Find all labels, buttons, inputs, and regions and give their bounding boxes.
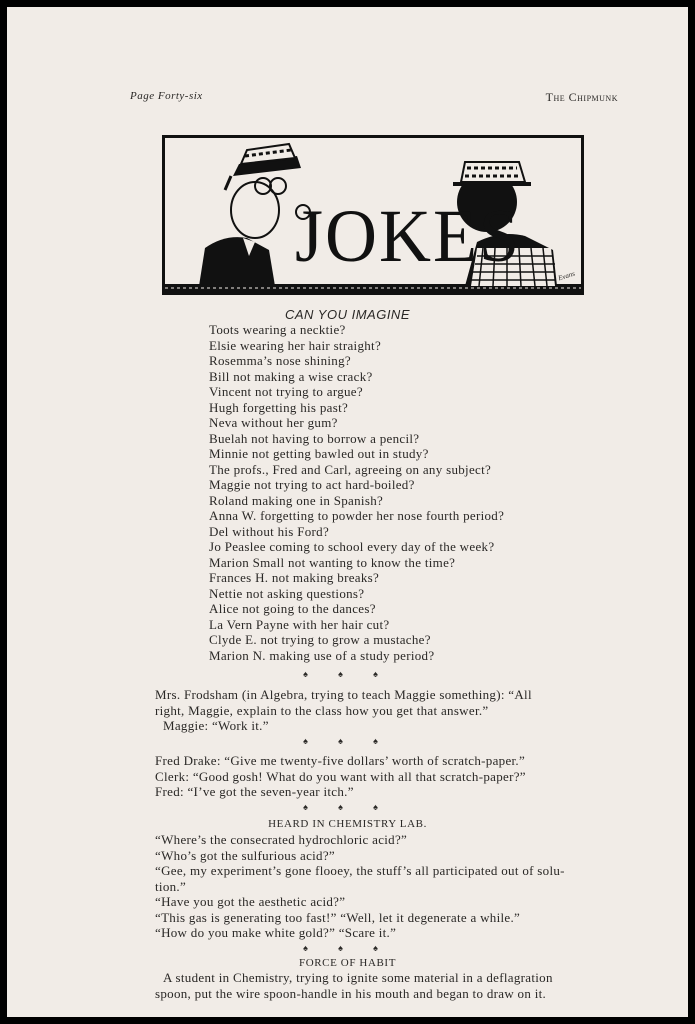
banner-title: JOKES	[295, 194, 522, 278]
joke-line: right, Maggie, explain to the class how you get that answer.”	[155, 702, 489, 718]
joke-line: “Have you got the aesthetic acid?”	[155, 894, 346, 909]
list-item: Anna W. forgetting to powder her nose fourth period?	[209, 508, 505, 523]
ornament-divider: ♠ ♠ ♠	[303, 669, 392, 679]
joke-line: Fred: “I’ve got the seven-year itch.”	[155, 784, 354, 799]
joke-line: “Gee, my experiment’s gone flooey, the stuff’s all participated out of solu-	[155, 863, 565, 878]
can-you-imagine-list	[209, 322, 504, 663]
list-item: Jo Peaslee coming to school every day of the week?	[209, 539, 495, 554]
paragraph-line: A student in Chemistry, trying to ignite some material in a deflagration	[163, 970, 553, 985]
jokes-banner-illustration	[162, 135, 584, 295]
list-item: Alice not going to the dances?	[209, 601, 376, 616]
joke-line: “How do you make white gold?” “Scare it.”	[155, 925, 397, 940]
list-item: Clyde E. not trying to grow a mustache?	[209, 632, 431, 647]
list-item: Rosemma’s nose shining?	[209, 353, 351, 368]
list-item: The profs., Fred and Carl, agreeing on any subject?	[209, 461, 492, 477]
publication-title: The Chipmunk	[545, 90, 618, 104]
list-item: Neva without her gum?	[209, 415, 338, 430]
list-item: La Vern Payne with her hair cut?	[209, 616, 390, 632]
list-item: Hugh forgetting his past?	[209, 399, 349, 415]
section-title-force-of-habit: FORCE OF HABIT	[298, 957, 397, 969]
force-of-habit-text	[155, 970, 610, 1001]
chemistry-lab-jokes	[155, 832, 610, 941]
joke-line: Maggie: “Work it.”	[163, 718, 269, 733]
list-item: Nettie not asking questions?	[209, 585, 365, 601]
list-item: Frances H. not making breaks?	[209, 570, 380, 585]
joke-line: Fred Drake: “Give me twenty-five dollars’ worth of scratch-paper.”	[155, 753, 526, 768]
frodsham-joke	[155, 687, 610, 734]
page-number: Page Forty-six	[130, 90, 203, 102]
joke-line: “This gas is generating too fast!” “Well, let it degenerate a while.”	[155, 909, 521, 925]
drake-joke	[155, 753, 610, 800]
list-item: Elsie wearing her hair straight?	[209, 337, 382, 353]
list-item: Marion N. making use of a study period?	[209, 647, 435, 663]
joke-line: “Who’s got the sulfurious acid?”	[155, 847, 335, 863]
section-title-chemistry-lab: HEARD IN CHEMISTRY LAB.	[268, 818, 427, 830]
ornament-divider: ♠ ♠ ♠	[303, 736, 392, 746]
section-title-can-you-imagine: CAN YOU IMAGINE	[284, 307, 410, 322]
artist-signature: Evans	[557, 269, 576, 283]
list-item: Minnie not getting bawled out in study?	[209, 446, 429, 461]
list-item: Del without his Ford?	[209, 523, 330, 539]
joke-line: tion.”	[155, 878, 187, 894]
list-item: Bill not making a wise crack?	[209, 368, 373, 384]
list-item: Marion Small not wanting to know the time?	[209, 554, 456, 570]
joke-line: Clerk: “Good gosh! What do you want with all that scratch-paper?”	[155, 768, 526, 784]
ornament-divider: ♠ ♠ ♠	[303, 802, 392, 812]
list-item: Vincent not trying to argue?	[209, 384, 363, 399]
joke-line: “Where’s the consecrated hydrochloric acid?”	[155, 832, 408, 847]
list-item: Buelah not having to borrow a pencil?	[209, 430, 420, 446]
joke-line: Mrs. Frodsham (in Algebra, trying to teach Maggie something): “All	[155, 687, 532, 702]
list-item: Maggie not trying to act hard-boiled?	[209, 477, 415, 492]
ornament-divider: ♠ ♠ ♠	[303, 943, 392, 953]
list-item: Roland making one in Spanish?	[209, 492, 384, 508]
page	[7, 7, 688, 1017]
paragraph-line: spoon, put the wire spoon-handle in his mouth and began to draw on it.	[155, 985, 547, 1001]
list-item: Toots wearing a necktie?	[209, 322, 346, 337]
left-figure-body	[199, 237, 275, 286]
